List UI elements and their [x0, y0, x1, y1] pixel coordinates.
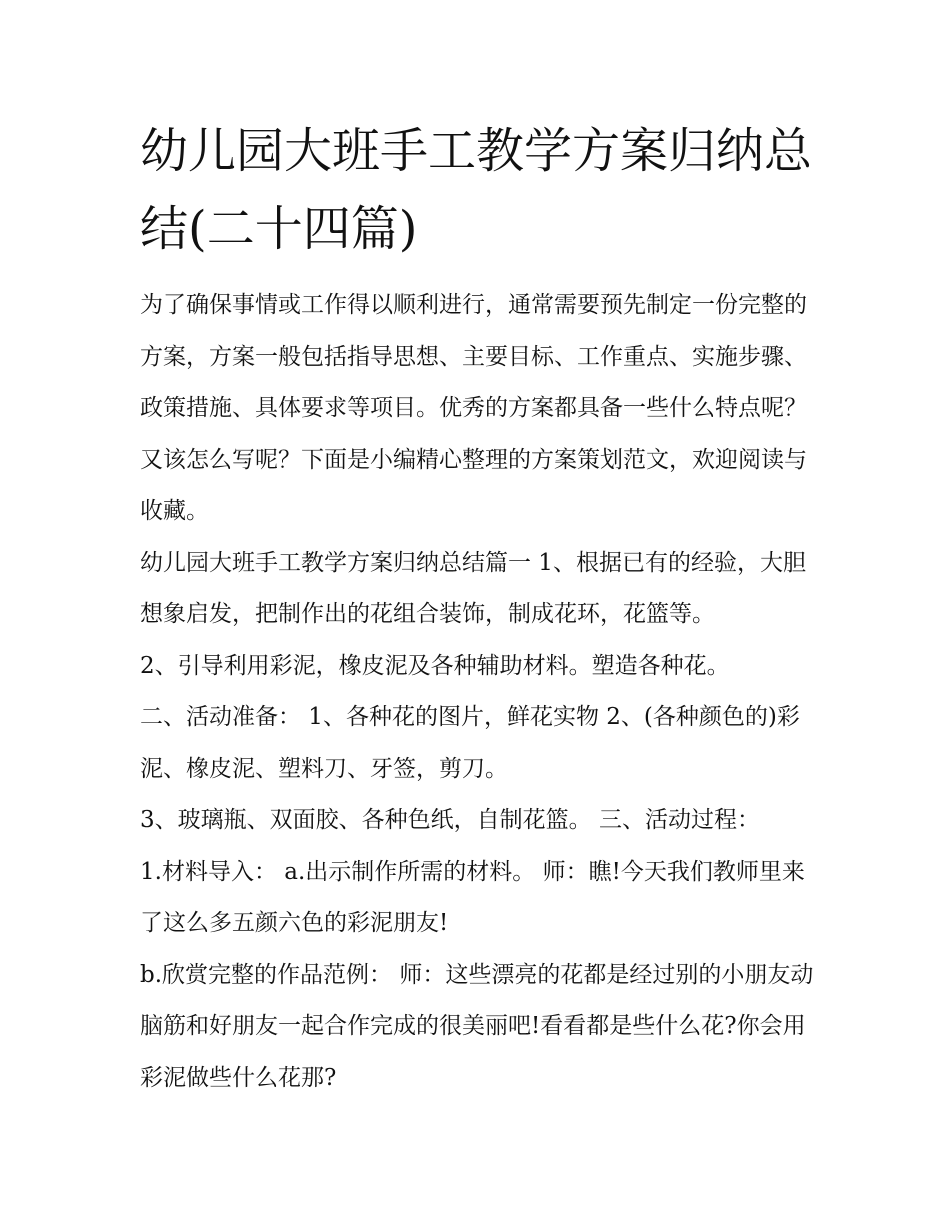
document-page: [140, 112, 820, 1104]
document-title: 幼儿园大班手工教学方案归纳总结(二十四篇): [140, 123, 813, 257]
paragraph-goal-two: 2、引导利用彩泥，橡皮泥及各种辅助材料。塑造各种花。: [140, 652, 730, 679]
paragraph-preparation: 二、活动准备： 1、各种花的图片，鲜花实物 2、(各种颜色的)彩泥、橡皮泥、塑料刀、牙签，剪刀。: [140, 704, 800, 782]
paragraph-section-one: 幼儿园大班手工教学方案归纳总结篇一 1、根据已有的经验，大胆想象启发，把制作出的花组合装饰，制成花环，花篮等。: [140, 549, 806, 627]
paragraph-step-b: b.欣赏完整的作品范例： 师：这些漂亮的花都是经过别的小朋友动脑筋和好朋友一起合作完成的很美丽吧!看看都是些什么花?你会用彩泥做些什么花那?: [140, 961, 814, 1091]
document-body: [140, 280, 820, 1104]
paragraph-materials: 3、玻璃瓶、双面胶、各种色纸，自制花篮。 三、活动过程：: [140, 807, 760, 833]
paragraph-intro: 为了确保事情或工作得以顺利进行，通常需要预先制定一份完整的方案，方案一般包括指导思想、主要目标、工作重点、实施步骤、政策措施、具体要求等项目。优秀的方案都具备一些什么特点呢？又该怎么写呢？下面是小编精心整理的方案策划范文，欢迎阅读与收藏。: [140, 292, 807, 524]
paragraph-step-a: 1.材料导入： a.出示制作所需的材料。 师：瞧!今天我们教师里来了这么多五颜六色的彩泥朋友!: [140, 858, 805, 936]
